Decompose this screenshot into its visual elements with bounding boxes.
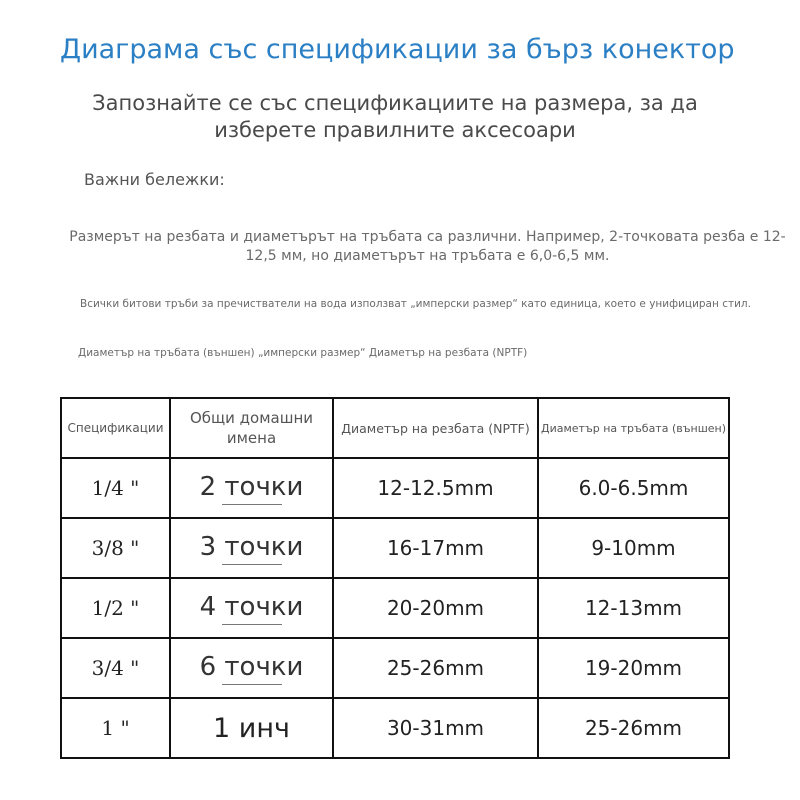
cell-pipe-diameter: 12-13mm bbox=[538, 578, 729, 638]
cell-pipe-diameter: 9-10mm bbox=[538, 518, 729, 578]
table-header-row bbox=[61, 398, 729, 458]
header-pipe-diameter: Диаметър на тръбата (външен) bbox=[538, 398, 729, 458]
underline-divider bbox=[222, 564, 282, 565]
note-diameter-legend: Диаметър на тръбата (външен) „имперски размер“ Диаметър на резбата (NPTF) bbox=[78, 347, 528, 359]
cell-spec: 1/2 " bbox=[61, 578, 170, 638]
cell-common-name bbox=[170, 518, 333, 578]
cell-common-name bbox=[170, 458, 333, 518]
cell-spec: 3/4 " bbox=[61, 638, 170, 698]
header-spec: Спецификации bbox=[61, 398, 170, 458]
table-row bbox=[61, 518, 729, 578]
header-thread-diameter: Диаметър на резбата (NPTF) bbox=[333, 398, 538, 458]
cell-spec: 3/8 " bbox=[61, 518, 170, 578]
cell-thread-diameter: 16-17mm bbox=[333, 518, 538, 578]
common-name-text: 6 точки bbox=[199, 651, 304, 682]
underline-divider bbox=[222, 504, 282, 505]
cell-pipe-diameter: 19-20mm bbox=[538, 638, 729, 698]
cell-spec: 1/4 " bbox=[61, 458, 170, 518]
common-name-text: 2 точки bbox=[199, 471, 304, 502]
table-row bbox=[61, 638, 729, 698]
underline-divider bbox=[222, 624, 282, 625]
cell-common-name bbox=[170, 578, 333, 638]
cell-spec: 1 " bbox=[61, 698, 170, 758]
note-thread-vs-pipe: Размерът на резбата и диаметърът на тръбата са различни. Например, 2-точковата резба е 12-12,5 мм, но диаметърът на тръбата е 6,0-6,5 мм. bbox=[69, 229, 786, 264]
cell-common-name bbox=[170, 698, 333, 758]
page-title: Диаграма със спецификации за бърз конектор bbox=[60, 34, 735, 65]
cell-thread-diameter: 30-31mm bbox=[333, 698, 538, 758]
note-imperial-units: Всички битови тръби за пречистватели на вода използват „имперски размер“ като единица, което е унифициран стил. bbox=[80, 298, 751, 310]
cell-thread-diameter: 20-20mm bbox=[333, 578, 538, 638]
cell-pipe-diameter: 6.0-6.5mm bbox=[538, 458, 729, 518]
table-row bbox=[61, 698, 729, 758]
table-row bbox=[61, 578, 729, 638]
spec-table bbox=[60, 397, 730, 759]
underline-divider bbox=[222, 684, 282, 685]
table-row bbox=[61, 458, 729, 518]
common-name-text: 4 точки bbox=[199, 591, 304, 622]
header-common-name: Общи домашни имена bbox=[170, 398, 333, 458]
common-name-text: 3 точки bbox=[199, 531, 304, 562]
cell-thread-diameter: 25-26mm bbox=[333, 638, 538, 698]
cell-thread-diameter: 12-12.5mm bbox=[333, 458, 538, 518]
notes-heading: Важни бележки: bbox=[84, 170, 225, 189]
cell-pipe-diameter: 25-26mm bbox=[538, 698, 729, 758]
common-name-text: 1 инч bbox=[213, 712, 290, 744]
page-subtitle: Запознайте се със спецификациите на размера, за да изберете правилните аксесоари bbox=[92, 91, 698, 142]
cell-common-name bbox=[170, 638, 333, 698]
